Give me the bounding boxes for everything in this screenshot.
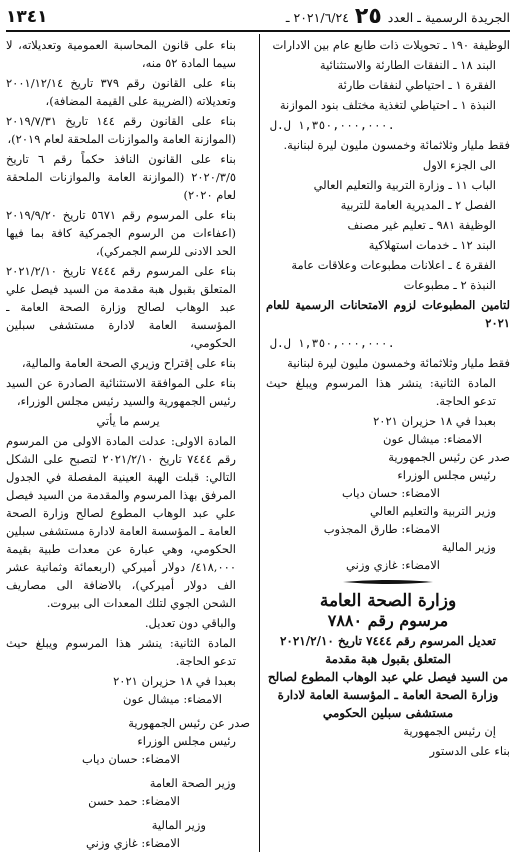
text-line: الفقرة ١ ـ احتياطي لنفقات طارئة xyxy=(337,78,496,92)
page-header xyxy=(6,4,510,32)
issue-date: ٢٠٢١/٦/٢٤ ـ xyxy=(285,9,349,25)
signature-line: الامضاء: غازي وزني xyxy=(86,836,180,850)
signature-place-date: بعبدا في ١٨ حزيران ٢٠٢١ xyxy=(113,674,236,688)
gazette-title xyxy=(286,6,510,28)
page-number: ١٣٤١ xyxy=(6,7,48,27)
gazette-name: الجريدة الرسمية ـ العدد xyxy=(387,9,510,25)
signature-line: وزير الصحة العامة xyxy=(149,776,236,790)
signature-line: رئيس مجلس الوزراء xyxy=(137,734,236,748)
signature-line: وزير المالية xyxy=(441,540,496,554)
text-paragraph: بناء على القانون رقم ١٤٤ تاريخ ٢٠١٩/٧/٣١ (الموازنة العامة والموازنات الملحقة لعام ٢٠١٩)، xyxy=(6,114,236,146)
text-paragraph: بناء على إقتراح وزيري الصحة العامة والمالية، xyxy=(21,356,236,370)
text-line: الوظيفة ١٩٠ ـ تحويلات ذات طابع عام بين الادارات xyxy=(272,38,510,52)
signature-line: الامضاء: حسان دياب xyxy=(342,486,440,500)
amount-line: ١,٣٥٠,٠٠٠,٠٠٠ ل.ل. xyxy=(270,118,395,132)
text-paragraph: بناء على قانون المحاسبة العمومية وتعديلاته، لا سيما المادة ٥٢ منه، xyxy=(6,38,236,70)
text-line: الى الجزء الاول xyxy=(422,158,496,172)
text-paragraph: بناء على المرسوم رقم ٥٦٧١ تاريخ ٢٠١٩/٩/٢٠ (اعفاءات من الرسوم الجمركية كافة بما فيها الحد الادنى للرسم الجمركي)، xyxy=(6,208,236,258)
text-line: الوظيفة ٩٨١ ـ تعليم غير مصنف xyxy=(347,218,496,232)
text-paragraph: بناء على القانون رقم ٣٧٩ تاريخ ٢٠٠١/١٢/١٤ وتعديلاته (الضريبة على القيمة المضافة)، xyxy=(6,76,236,108)
article-two: المادة الثانية: ينشر هذا المرسوم ويبلغ حيث تدعو الحاجة. xyxy=(6,636,236,668)
issue-number: ٢٥ xyxy=(354,4,382,29)
signature-line: الامضاء: غازي وزني xyxy=(346,558,440,572)
purpose-line: لتامين المطبوعات لزوم الامتحانات الرسمية للعام ٢٠٢١ xyxy=(266,298,510,330)
signature-line: الامضاء: ميشال عون xyxy=(383,432,482,446)
text-line: النبذة ١ ـ احتياطي لتغذية مختلف بنود الموازنة xyxy=(279,98,496,112)
decree-formula: يرسم ما يأتي xyxy=(96,414,160,428)
text-line: الباب ١١ ـ وزارة التربية والتعليم العالي xyxy=(313,178,496,192)
article-one: المادة الاولى: عدلت المادة الاولى من المرسوم رقم ٧٤٤٤ تاريخ ٢٠٢١/٢/١٠ لتصبح على الشكل التالي: قبلت الهبة العينية المفصلة في الجدول المرفق بهذا المرسوم والمقدمة من السيد فيصل علي عبد الوهاب المطوع لصالح وزارة الصحة العامة ـ المؤسسة العامة لادارة مستشفى سبلين الحكومي، وهي عبارة عن معدات طبية بقيمة ٤١٨,٠٠٠/ دولار أميركي (اربعمائة وثمانية عشر الف دولار أميركي)، بالاضافة الى مصاريف الشحن الجوي لتلك المعدات الى بيروت. xyxy=(6,434,236,610)
signature-place-date: بعبدا في ١٨ حزيران ٢٠٢١ xyxy=(373,414,496,428)
right-column xyxy=(266,36,510,852)
decree-number: مرسوم رقم ٧٨٨٠ xyxy=(327,611,449,630)
signature-line: الامضاء: ميشال عون xyxy=(123,692,222,706)
text-paragraph: بناء على الموافقة الاستثنائية الصادرة عن السيد رئيس الجمهورية والسيد رئيس مجلس الوزراء، xyxy=(6,376,236,408)
text-line: الفصل ٢ ـ المديرية العامة للتربية xyxy=(340,198,496,212)
article-two: المادة الثانية: ينشر هذا المرسوم ويبلغ حيث تدعو الحاجة. xyxy=(266,376,496,408)
left-column xyxy=(6,36,250,852)
ministry-heading: وزارة الصحة العامة xyxy=(319,591,457,611)
signature-line: وزير التربية والتعليم العالي xyxy=(369,504,496,518)
signature-line: الامضاء: طارق المجذوب xyxy=(323,522,440,536)
decree-title: من السيد فيصل علي عبد الوهاب المطوع لصالح وزارة الصحة العامة ـ المؤسسة العامة لادارة مستشفى سبلين الحكومي xyxy=(267,670,509,720)
column-divider xyxy=(259,34,260,852)
text-line: البند ١٢ ـ خدمات استهلاكية xyxy=(368,238,496,252)
text-line: بناء على الدستور xyxy=(429,744,510,758)
amount-line: ١,٣٥٠,٠٠٠,٠٠٠ ل.ل. xyxy=(270,336,395,350)
text-line: والباقي دون تعديل. xyxy=(144,616,236,630)
signature-line: وزير المالية xyxy=(151,818,206,832)
text-paragraph: بناء على القانون النافذ حكماً رقم ٦ تاريخ ٢٠٢٠/٣/٥ (الموازنة العامة والموازنات الملحقة لعام ٢٠٢٠) xyxy=(6,152,236,202)
text-line: فقط مليار وثلاثمائة وخمسون مليون ليرة لبنانية. xyxy=(283,138,510,152)
signature-line: رئيس مجلس الوزراء xyxy=(397,468,496,482)
signature-line: صدر عن رئيس الجمهورية xyxy=(128,716,250,730)
decree-title: تعديل المرسوم رقم ٧٤٤٤ تاريخ ٢٠٢١/٢/١٠ xyxy=(279,634,497,648)
signature-line: الامضاء: حسان دياب xyxy=(82,752,180,766)
signature-line: الامضاء: حمد حسن xyxy=(88,794,180,808)
text-line: البند ١٨ ـ النفقات الطارئة والاستثنائية xyxy=(319,58,496,72)
text-line: إن رئيس الجمهورية xyxy=(403,724,496,738)
decree-title: المتعلق بقبول هبة مقدمة xyxy=(325,652,451,666)
text-line: فقط مليار وثلاثمائة وخمسون مليون ليرة لبنانية xyxy=(287,356,510,370)
signature-line: صدر عن رئيس الجمهورية xyxy=(388,450,510,464)
text-line: النبذة ٢ ـ مطبوعات xyxy=(403,278,496,292)
text-paragraph: بناء على المرسوم رقم ٧٤٤٤ تاريخ ٢٠٢١/٢/١٠ المتعلق بقبول هبة مقدمة من السيد فيصل علي عبد الوهاب لصالح وزارة الصحة العامة ـ المؤسسة العامة لادارة مستشفى سبلين الحكومي، xyxy=(6,264,236,350)
section-ornament xyxy=(266,578,510,586)
text-line: الفقرة ٤ ـ اعلانات مطبوعات وعلاقات عامة xyxy=(291,258,496,272)
